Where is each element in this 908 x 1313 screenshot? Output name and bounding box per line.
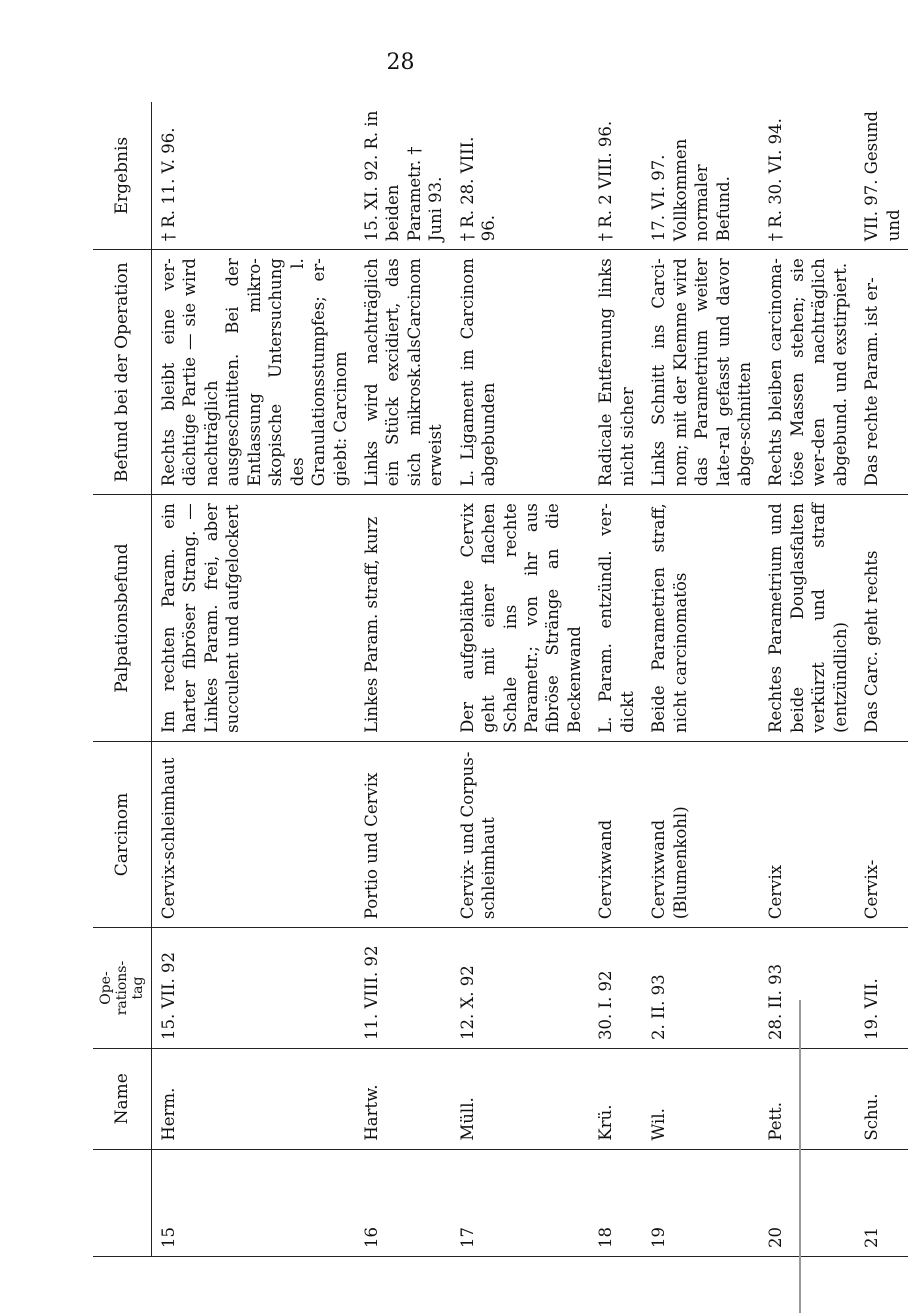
table-row [855, 102, 908, 1257]
row-carcinom: Cervix [759, 741, 855, 927]
table-row [642, 102, 759, 1257]
row-op-day: 28. II. 93 [759, 928, 855, 1049]
table-row [589, 102, 642, 1257]
table-row [759, 102, 855, 1257]
rotated-table-wrapper [93, 102, 903, 1257]
col-header-result: Ergebnis [93, 102, 152, 250]
table-row [355, 102, 451, 1257]
row-index: 17 [451, 1149, 590, 1256]
page-number: 28 [386, 50, 415, 75]
row-carcinom: Cervixwand [589, 741, 642, 927]
row-index: 15 [152, 1149, 355, 1256]
row-name: Pett. [759, 1048, 855, 1149]
row-operation: Rechts bleibt eine ver-dächtige Partie — sie wird nachträglich ausgeschnitten. Bei der Entlassung mikro-skopische Untersuchung des l. Granulationsstumpfes; er-giebt: Carcinom [152, 250, 355, 495]
row-result: 17. VI. 97. Vollkommen normaler Befund. [642, 102, 759, 250]
row-carcinom: Cervixwand (Blumenkohl) [642, 741, 759, 927]
row-carcinom: Cervix-schleimhaut [152, 741, 355, 927]
row-operation: Links wird nachträglich ein Stück excidiert, das sich mikrosk.alsCarcinom erweist [355, 250, 451, 495]
row-index: 18 [589, 1149, 642, 1256]
row-op-day: 12. X. 92 [451, 928, 590, 1049]
row-op-day: 2. II. 93 [642, 928, 759, 1049]
row-op-day: 15. VII. 92 [152, 928, 355, 1049]
col-header-carcinom: Carcinom [93, 741, 152, 927]
row-palpation: Im rechten Param. ein harter fibröser Strang. — Linkes Param. frei, aber succulent und aufgelockert [152, 495, 355, 742]
row-index: 21 [855, 1149, 908, 1256]
row-op-day: 11. VIII. 92 [355, 928, 451, 1049]
row-op-day: 30. I. 92 [589, 928, 642, 1049]
row-operation: Radicale Entfernung links nicht sicher [589, 250, 642, 495]
row-operation: Rechts bleiben carcinoma-töse Massen stehen; sie wer-den nachträglich abgebund. und exstirpiert. [759, 250, 855, 495]
col-header-operation: Befund bei der Operation [93, 250, 152, 495]
row-operation: Das rechte Param. ist er- [855, 250, 908, 495]
row-palpation: Beide Parametrien straff, nicht carcinomatös [642, 495, 759, 742]
row-name: Schu. [855, 1048, 908, 1149]
row-name: Hartw. [355, 1048, 451, 1149]
row-result: † R. 30. VI. 94. [759, 102, 855, 250]
row-carcinom: Cervix- und Corpus-schleimhaut [451, 741, 590, 927]
row-result: † R. 2 VIII. 96. [589, 102, 642, 250]
row-palpation: Der aufgeblähte Cervix geht mit einer flachen Schale ins rechte Parametr.; von ihr aus fibröse Stränge an die Beckenwand [451, 495, 590, 742]
row-name: Herm. [152, 1048, 355, 1149]
row-name: Müll. [451, 1048, 590, 1149]
row-index: 19 [642, 1149, 759, 1256]
row-palpation: Das Carc. geht rechts [855, 495, 908, 742]
page-edge-shadow [799, 1000, 801, 1313]
col-header-index [93, 1149, 152, 1256]
col-header-name: Name [93, 1048, 152, 1149]
data-table [93, 102, 908, 1257]
row-carcinom: Portio und Cervix [355, 741, 451, 927]
row-operation: L. Ligament im Carcinom abgebunden [451, 250, 590, 495]
row-name: Krü. [589, 1048, 642, 1149]
table-row [152, 102, 355, 1257]
row-palpation: Linkes Param. straff, kurz [355, 495, 451, 742]
col-header-palpation: Palpationsbefund [93, 495, 152, 742]
row-result: VII. 97. Gesund und [855, 102, 908, 250]
table-row [451, 102, 590, 1257]
row-index: 20 [759, 1149, 855, 1256]
row-palpation: Rechtes Parametrium und beide Douglasfalten verkürzt und straff (entzündlich) [759, 495, 855, 742]
row-name: Wil. [642, 1048, 759, 1149]
col-header-op-day: Ope- rations- tag [93, 928, 152, 1049]
row-op-day: 19. VII. [855, 928, 908, 1049]
row-result: † R. 28. VIII. 96. [451, 102, 590, 250]
row-carcinom: Cervix- [855, 741, 908, 927]
row-result: † R. 11. V. 96. [152, 102, 355, 250]
row-operation: Links Schnitt ins Carci-nom; mit der Klemme wird das Parametrium weiter late-ral gefasst und davor abge-schnitten [642, 250, 759, 495]
row-result: 15. XI. 92. R. in beiden Parametr. † Juni 93. [355, 102, 451, 250]
row-palpation: L. Param. entzündl. ver-dickt [589, 495, 642, 742]
row-index: 16 [355, 1149, 451, 1256]
table-header-row [93, 102, 152, 1257]
